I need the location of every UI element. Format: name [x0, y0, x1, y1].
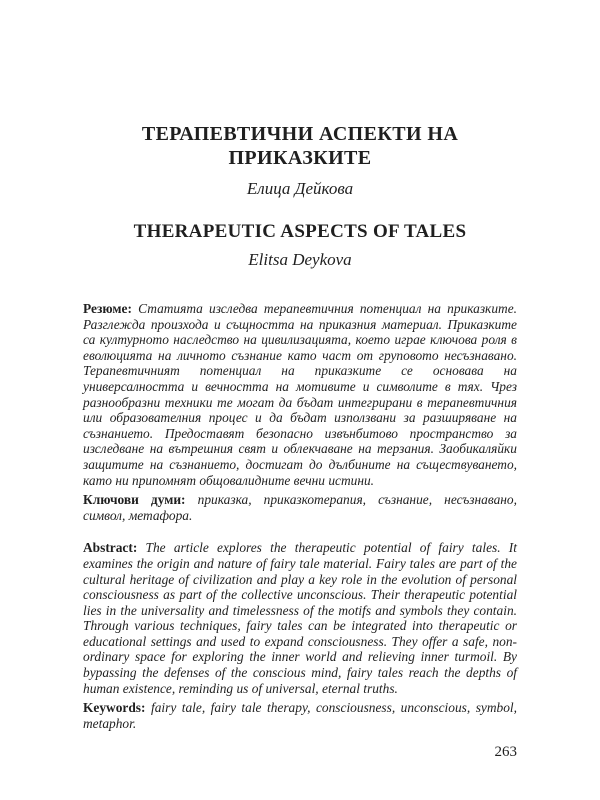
abstract-english-label: Abstract: [83, 540, 138, 556]
keywords-bulgarian-text: приказка, приказкотерапия, съзнание, несъзнавано, символ, метафора. [83, 492, 517, 523]
author-name-bulgarian: Елица Дейкова [246, 179, 354, 198]
keywords-english [83, 700, 517, 731]
page-number: 263 [494, 744, 517, 761]
abstract-english-text: The article explores the therapeutic potential of fairy tales. It examines the origin and nature of fairy tale material. Fairy tales are part of the cultural heritage of civilization and play a key role in the evolution of personal consciousness as part of the collective unconscious. Their therapeutic potential lies in the universality and timelessness of the motifs and symbols they contain. Through various techniques, fairy tales can be integrated into therapeutic or educational settings and used to expand consciousness. They offer a safe, non-ordinary space for exploring the inner world and relieving inner turmoil. By bypassing the defenses of the conscious mind, fairy tales reach the depths of human existence, reminding us of universal, eternal truths. [83, 540, 517, 696]
abstract-bulgarian-label: Резюме: [83, 301, 132, 316]
abstract-bulgarian [83, 301, 517, 488]
keywords-english-label: Keywords: [83, 700, 146, 716]
abstract-english [83, 540, 517, 696]
abstract-bulgarian-text: Статията изследва терапевтичния потенциал на приказките. Разглежда произхода и същността на приказния материал. Приказките са културното наследство на цивилизацията, което играе ключова роля в еволюцията на личното съзнание като част от груповото несъзнавано. Терапевтичният потенциал на приказките се основава на универсалността и вечността на мотивите и символите в тях. Чрез разнообразни техники те могат да бъдат интегрирани в терапевтичния или образователния процес и да бъдат използвани за разширяване на съзнанието. Предоставят безопасно извънбитово пространство за изследване на вътрешния свят и облекчаване на терзания. Заобикаляйки защитите на съзнанието, достигат до дълбините на съществуването, като ни припомнят общовалидните вечни истини. [83, 301, 517, 488]
keywords-english-text: fairy tale, fairy tale therapy, consciousness, unconscious, symbol, metaphor. [83, 700, 517, 731]
keywords-bulgarian [83, 492, 517, 523]
abstracts-block [83, 301, 517, 731]
article-title-bulgarian: ТЕРАПЕВТИЧНИ АСПЕКТИ НА ПРИКАЗКИТЕ [141, 123, 459, 169]
keywords-bulgarian-label: Ключови думи: [83, 492, 186, 508]
author-name-english: Elitsa Deykova [248, 250, 352, 269]
article-title-english: THERAPEUTIC ASPECTS OF TALES [133, 221, 467, 242]
